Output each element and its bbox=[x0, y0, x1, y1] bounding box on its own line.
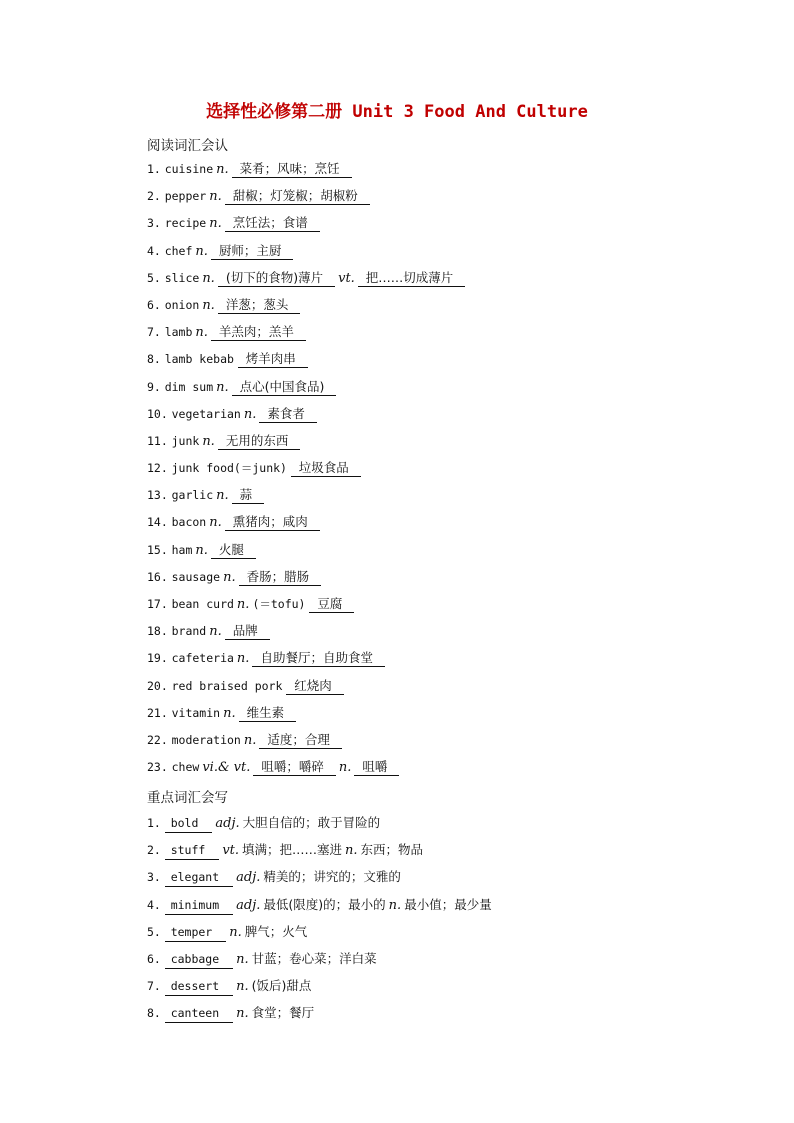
part-of-speech: n. bbox=[209, 624, 222, 640]
list-item bbox=[147, 618, 465, 645]
part-of-speech: n. bbox=[202, 270, 215, 286]
part-of-speech: vt. bbox=[222, 843, 240, 859]
item-number: 13. bbox=[147, 488, 168, 503]
list-item bbox=[147, 727, 465, 754]
answer-blank: temper bbox=[165, 924, 227, 942]
vocab-word: dim sum bbox=[164, 379, 214, 394]
answer-blank: 洋葱；葱头 bbox=[218, 296, 301, 314]
vocab-word: junk bbox=[171, 433, 200, 448]
item-number: 8. bbox=[147, 352, 161, 367]
answer-blank: 羊羔肉；羔羊 bbox=[211, 323, 306, 341]
item-number: 5. bbox=[147, 924, 161, 939]
list-item bbox=[147, 319, 465, 346]
list-item bbox=[147, 455, 465, 482]
part-of-speech: n. bbox=[202, 433, 215, 449]
part-of-speech: n. bbox=[209, 515, 222, 531]
part-of-speech: n. bbox=[209, 189, 222, 205]
item-number: 6. bbox=[147, 297, 161, 312]
part-of-speech: n. bbox=[229, 924, 242, 940]
answer-blank: 甜椒；灯笼椒；胡椒粉 bbox=[225, 187, 370, 205]
meaning-text: 食堂；餐厅 bbox=[251, 1005, 315, 1021]
part-of-speech: n. bbox=[216, 162, 229, 177]
meaning-text: 精美的；讲究的；文雅的 bbox=[263, 869, 401, 885]
list-item bbox=[147, 673, 465, 700]
answer-blank: 素食者 bbox=[259, 405, 317, 423]
part-of-speech: n. bbox=[236, 651, 250, 667]
vocab-word: recipe bbox=[164, 216, 207, 231]
part-of-speech: n. bbox=[223, 705, 236, 721]
answer-blank: stuff bbox=[165, 842, 220, 860]
answer-blank: 烹饪法；食谱 bbox=[225, 214, 320, 232]
part-of-speech: n. bbox=[338, 760, 352, 776]
part-of-speech: n. bbox=[236, 597, 250, 612]
answer-blank: 红烧肉 bbox=[286, 677, 344, 695]
item-number: 17. bbox=[147, 597, 168, 611]
item-number: 21. bbox=[147, 705, 168, 720]
meaning-text: 甘蓝；卷心菜；洋白菜 bbox=[251, 950, 377, 966]
vocab-word: sausage bbox=[171, 569, 221, 584]
vocab-word: cafeteria bbox=[171, 651, 234, 666]
list-item bbox=[147, 374, 465, 401]
item-number: 19. bbox=[147, 651, 168, 666]
vocab-note: (＝tofu) bbox=[252, 597, 306, 611]
vocab-word: lamb kebab bbox=[164, 352, 234, 367]
part-of-speech: n. bbox=[243, 406, 257, 422]
answer-blank: canteen bbox=[165, 1005, 233, 1023]
answer-blank: 火腿 bbox=[211, 541, 256, 559]
vocab-word: red braised pork bbox=[171, 678, 283, 693]
list-item bbox=[147, 238, 465, 265]
vocab-word: chef bbox=[164, 243, 193, 258]
answer-blank: 豆腐 bbox=[309, 595, 354, 613]
meaning-text: 最低(限度)的；最小的 bbox=[263, 896, 386, 912]
vocab-word: junk food(＝junk) bbox=[171, 461, 287, 476]
answer-blank: 把……切成薄片 bbox=[358, 269, 466, 287]
vocab-word: pepper bbox=[164, 189, 207, 204]
list-item bbox=[147, 754, 465, 781]
vocab-word: moderation bbox=[171, 732, 241, 747]
item-number: 2. bbox=[147, 843, 161, 858]
part-of-speech: n. bbox=[236, 979, 249, 995]
meaning-text: 填满；把……塞进 bbox=[242, 842, 343, 858]
part-of-speech: vt. bbox=[338, 270, 355, 286]
answer-blank: 香肠；腊肠 bbox=[239, 568, 322, 586]
part-of-speech: n. bbox=[236, 1006, 249, 1022]
list-item bbox=[147, 210, 465, 237]
list-item bbox=[147, 564, 465, 591]
answer-blank: 品牌 bbox=[225, 622, 270, 640]
item-number: 3. bbox=[147, 870, 161, 885]
item-number: 22. bbox=[147, 732, 168, 747]
item-number: 1. bbox=[147, 162, 161, 176]
answer-blank: minimum bbox=[165, 897, 233, 915]
item-number: 12. bbox=[147, 461, 168, 476]
item-number: 23. bbox=[147, 760, 168, 775]
vocab-word: vegetarian bbox=[171, 406, 241, 421]
list-item bbox=[147, 292, 465, 319]
list-item bbox=[147, 265, 465, 292]
meaning-text: (饭后)甜点 bbox=[251, 978, 312, 994]
item-number: 7. bbox=[147, 979, 161, 994]
answer-blank: cabbage bbox=[165, 951, 233, 969]
list-item bbox=[147, 645, 465, 672]
part-of-speech: n. bbox=[345, 843, 358, 859]
list-item bbox=[147, 700, 465, 727]
section-heading-reading: 阅读词汇会认 bbox=[147, 138, 228, 154]
part-of-speech: n. bbox=[216, 379, 229, 395]
vocab-word: vitamin bbox=[171, 705, 221, 720]
part-of-speech: n. bbox=[243, 732, 257, 748]
list-item bbox=[147, 809, 492, 836]
answer-blank: 烤羊肉串 bbox=[238, 350, 308, 368]
part-of-speech: n. bbox=[195, 542, 208, 558]
list-item bbox=[147, 891, 492, 918]
answer-blank: 无用的东西 bbox=[218, 432, 301, 450]
writing-vocab-list bbox=[147, 809, 492, 1027]
item-number: 18. bbox=[147, 624, 168, 639]
answer-blank: 咀嚼 bbox=[354, 758, 399, 776]
item-number: 2. bbox=[147, 189, 161, 204]
answer-blank: 适度；合理 bbox=[259, 731, 342, 749]
answer-blank: 维生素 bbox=[239, 704, 297, 722]
list-item bbox=[147, 972, 492, 999]
item-number: 9. bbox=[147, 379, 161, 394]
list-item bbox=[147, 401, 465, 428]
meaning-text: 东西；物品 bbox=[360, 842, 424, 858]
list-item bbox=[147, 482, 465, 509]
meaning-text: 大胆自信的；敢于冒险的 bbox=[242, 815, 381, 830]
list-item bbox=[147, 999, 492, 1026]
vocab-word: chew bbox=[171, 760, 200, 775]
item-number: 4. bbox=[147, 243, 161, 258]
item-number: 4. bbox=[147, 897, 161, 912]
item-number: 8. bbox=[147, 1006, 161, 1021]
vocab-word: onion bbox=[164, 297, 200, 312]
part-of-speech: adj. bbox=[236, 870, 261, 886]
list-item bbox=[147, 863, 492, 890]
answer-blank: dessert bbox=[165, 978, 233, 996]
answer-blank: elegant bbox=[165, 869, 233, 887]
item-number: 1. bbox=[147, 816, 161, 830]
answer-blank: 熏猪肉；咸肉 bbox=[225, 513, 320, 531]
item-number: 20. bbox=[147, 678, 168, 693]
item-number: 5. bbox=[147, 270, 161, 285]
item-number: 14. bbox=[147, 515, 168, 530]
list-item bbox=[147, 346, 465, 373]
item-number: 6. bbox=[147, 951, 161, 966]
part-of-speech: n. bbox=[195, 325, 208, 341]
answer-blank: 蒜 bbox=[232, 486, 265, 504]
item-number: 3. bbox=[147, 216, 161, 231]
reading-vocab-list bbox=[147, 156, 465, 781]
answer-blank: 菜肴；风味；烹饪 bbox=[232, 160, 352, 178]
answer-blank: 咀嚼；嚼碎 bbox=[253, 758, 336, 776]
answer-blank: bold bbox=[165, 815, 213, 833]
part-of-speech: n. bbox=[209, 216, 222, 232]
answer-blank: (切下的食物)薄片 bbox=[218, 269, 335, 287]
part-of-speech: adj. bbox=[236, 897, 261, 913]
page-title: 选择性必修第二册 Unit 3 Food And Culture bbox=[206, 102, 588, 122]
part-of-speech: n. bbox=[202, 297, 215, 313]
part-of-speech: n. bbox=[388, 897, 402, 913]
list-item bbox=[147, 537, 465, 564]
list-item bbox=[147, 945, 492, 972]
vocab-word: cuisine bbox=[164, 162, 214, 176]
item-number: 10. bbox=[147, 406, 168, 421]
item-number: 11. bbox=[147, 433, 168, 448]
item-number: 7. bbox=[147, 325, 161, 340]
list-item bbox=[147, 918, 492, 945]
part-of-speech: n. bbox=[236, 951, 249, 967]
list-item bbox=[147, 156, 465, 183]
vocab-word: brand bbox=[171, 624, 207, 639]
vocab-word: bean curd bbox=[171, 597, 234, 611]
item-number: 16. bbox=[147, 569, 168, 584]
part-of-speech: adj. bbox=[215, 816, 240, 831]
vocab-word: bacon bbox=[171, 515, 207, 530]
vocab-word: ham bbox=[171, 542, 193, 557]
part-of-speech: n. bbox=[223, 569, 236, 585]
answer-blank: 垃圾食品 bbox=[291, 459, 361, 477]
vocab-word: slice bbox=[164, 270, 200, 285]
answer-blank: 自助餐厅；自助食堂 bbox=[252, 649, 385, 667]
vocab-word: lamb bbox=[164, 325, 193, 340]
item-number: 15. bbox=[147, 542, 168, 557]
part-of-speech: vi.& vt. bbox=[202, 760, 251, 776]
list-item bbox=[147, 509, 465, 536]
section-heading-writing: 重点词汇会写 bbox=[147, 790, 228, 806]
list-item bbox=[147, 591, 465, 618]
answer-blank: 厨师；主厨 bbox=[211, 242, 294, 260]
part-of-speech: n. bbox=[195, 243, 208, 259]
answer-blank: 点心(中国食品) bbox=[232, 378, 337, 396]
meaning-text: 脾气；火气 bbox=[244, 923, 308, 939]
vocab-word: garlic bbox=[171, 488, 214, 503]
part-of-speech: n. bbox=[216, 488, 229, 504]
list-item bbox=[147, 183, 465, 210]
list-item bbox=[147, 428, 465, 455]
meaning-text: 最小值；最少量 bbox=[404, 896, 492, 912]
list-item bbox=[147, 836, 492, 863]
